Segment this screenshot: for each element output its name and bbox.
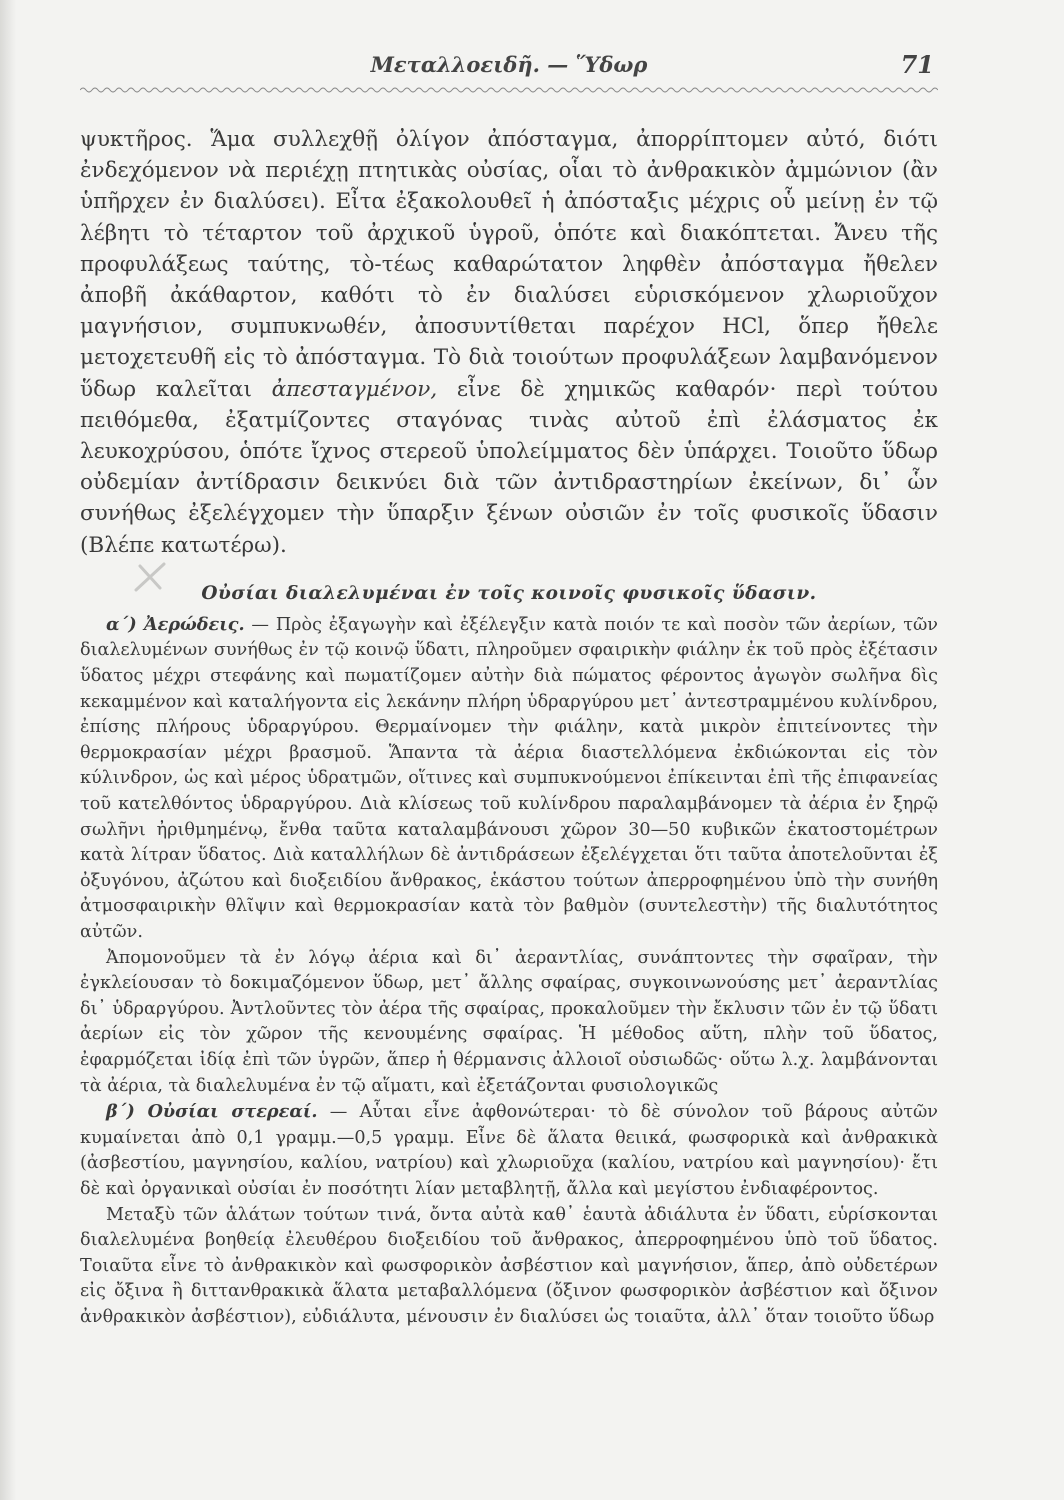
header-title: Μεταλλοειδῆ. — Ὕδωρ — [370, 52, 648, 77]
section-a-text: — Πρὸς ἐξαγωγὴν καὶ ἐξέλεγξιν κατὰ ποιόν τε καὶ ποσὸν τῶν ἀερίων, τῶν διαλελυμένων συνήθως ἐν τῷ κοινῷ ὕδατι, πληροῦμεν σφαιρικὴν φιάλην ἐκ τοῦ πρὸς ἐξέτασιν ὕδατος μέχρι στεφάνης καὶ πωματίζομεν αὐτὴν διὰ πώματος φέροντος ἀγωγὸν σωλῆνα δὶς κεκαμμένον καὶ καταλήγοντα εἰς λεκάνην πλήρη ὑδραργύρου μετ᾽ ἀντεστραμμένου κυλίνδρου, ἐπίσης πλήρους ὑδραργύρου. Θερμαίνομεν τὴν φιάλην, κατὰ μικρὸν ἐπιτείνοντες τὴν θερμοκρασίαν μέχρι βρασμοῦ. Ἅπαντα τὰ ἀέρια διαστελλόμενα ἐκδιώκονται εἰς τὸν κύλινδρον, ὡς καὶ μέρος ὑδρατμῶν, οἵτινες καὶ συμπυκνούμενοι ἐπίκεινται ἐπὶ τῆς ἐπιφανείας τοῦ κατελθόντος ὑδραργύρου. Διὰ κλίσεως τοῦ κυλίνδρου παραλαμβάνομεν τὰ ἀέρια ἐν ξηρῷ σωλῆνι ἠριθμημένῳ, ἔνθα ταῦτα καταλαμβάνουσι χῶρον 30—50 κυβικῶν ἑκατοστομέτρων κατὰ λίτραν ὕδατος. Διὰ καταλλήλων δὲ ἀντιδράσεων ἐξελέγχεται ὅτι ταῦτα ἀποτελοῦνται ἐξ ὀξυγόνου, ἀζώτου καὶ διοξειδίου ἄνθρακος, ἑκάστου τούτων ἀπερροφημένου ὑπὸ τὴν συνήθη ἀτμοσφαιρικὴν θλῖψιν καὶ θερμοκρασίαν κατὰ τὸν βαθμὸν (συντελεστὴν) τῆς διαλυτότητος αὐτῶν. — [80, 614, 938, 942]
term-distilled: ἀπεσταγμένον, — [271, 376, 438, 402]
section-b-text: — Αὗται εἶνε ἀφθονώτεραι· τὸ δὲ σύνολον τοῦ βάρους αὐτῶν κυμαίνεται ἀπὸ 0,1 γραμμ.—0,5 γραμμ. Εἶνε δὲ ἅλατα θειικά, φωσφορικὰ καὶ ἀνθρακικὰ (ἀσβεστίου, μαγνησίου, καλίου, νατρίου) καὶ χλωριοῦχα (καλίου, νατρίου καὶ μαγνησίου)· ἔτι δὲ καὶ ὀργανικαὶ οὐσίαι ἐν ποσότητι λίαν μεταβλητῇ, ἄλλα καὶ μεγίστου ἐνδιαφέροντος. — [80, 1102, 938, 1199]
header-wavy-rule — [80, 86, 938, 94]
paragraph-gaseous — [80, 612, 938, 946]
page-spine-shadow — [0, 0, 16, 1500]
section-a-lead: α΄) Ἀερώδεις. — [106, 613, 245, 635]
paragraph-salts: Μεταξὺ τῶν ἁλάτων τούτων τινά, ὄντα αὐτὰ καθ᾽ ἑαυτὰ ἀδιάλυτα ἐν ὕδατι, εὑρίσκονται διαλελυμένα βοηθείᾳ ἐλευθέρου διοξειδίου τοῦ ἄνθρακος, ἀπερροφημένου ὑπὸ τοῦ ὕδατος. Τοιαῦτα εἶνε τὸ ἀνθρακικὸν καὶ φωσφορικὸν ἀσβέστιον καὶ μαγνήσιον, ἅπερ, ἀπὸ οὐδετέρων εἰς ὄξινα ἢ διττανθρακικὰ ἅλατα μεταβαλλόμενα (ὄξινον φωσφορικὸν ἀσβέστιον καὶ ὄξινον ἀνθρακικὸν ἀσβέστιον), εὐδιάλυτα, μένουσιν ἐν διαλύσει ὡς τοιαῦτα, ἀλλ᾽ ὅταν τοιοῦτο ὕδωρ — [80, 1204, 938, 1327]
paragraph-distillation — [80, 124, 938, 561]
paragraph-1-rest: εἶνε δὲ χημικῶς καθαρόν· περὶ τούτου πειθόμεθα, ἐξατμίζοντες σταγόνας τινὰς αὐτοῦ ἐπὶ ἐλάσματος ἐκ λευκοχρύσου, ὁπότε ἴχνος στερεοῦ ὑπολείμματος δὲν ὑπάρχει. Τοιοῦτο ὕδωρ οὐδεμίαν ἀντίδρασιν δεικνύει διὰ τῶν ἀντιδραστηρίων ἐκείνων, δι᾽ ὧν συνήθως ἐξελέγχομεν τὴν ὕπαρξιν ξένων οὐσιῶν ἐν τοῖς φυσικοῖς ὕδασιν (Βλέπε κατωτέρω). — [80, 376, 938, 558]
section-b-lead: β΄) Οὐσίαι στερεαί. — [106, 1101, 318, 1123]
page-number: 71 — [900, 50, 934, 79]
paragraph-solids — [80, 1099, 938, 1202]
paragraph-1-text: ψυκτῆρος. Ἅμα συλλεχθῇ ὀλίγον ἀπόσταγμα, ἀπορρίπτομεν αὐτό, διότι ἐνδεχόμενον νὰ περιέχῃ πτητικὰς οὐσίας, οἷαι τὸ ἀνθρακικὸν ἀμμώνιον (ἂν ὑπῆρχεν ἐν διαλύσει). Εἶτα ἐξακολουθεῖ ἡ ἀπόσταξις μέχρις οὗ μείνῃ ἐν τῷ λέβητι τὸ τέταρτον τοῦ ἀρχικοῦ ὑγροῦ, ὁπότε καὶ διακόπτεται. Ἄνευ τῆς προφυλάξεως ταύτης, τὸ-τέως καθαρώτατον ληφθὲν ἀπόσταγμα ἤθελεν ἀποβῆ ἀκάθαρτον, καθότι τὸ ἐν διαλύσει εὑρισκόμενον χλωριοῦχον μαγνήσιον, συμπυκνωθέν, ἀποσυντίθεται παρέχον HCl, ὅπερ ἤθελε μετοχετευθῆ εἰς τὸ ἀπόσταγμα. Τὸ διὰ τοιούτων προφυλάξεων λαμβανόμενον ὕδωρ καλεῖται — [80, 127, 938, 402]
section-heading: Οὐσίαι διαλελυμέναι ἐν τοῖς κοινοῖς φυσικοῖς ὕδασιν. — [201, 582, 817, 604]
paragraph-isolation: Ἀπομονοῦμεν τὰ ἐν λόγῳ ἀέρια καὶ δι᾽ ἀεραντλίας, συνάπτοντες τὴν σφαῖραν, τὴν ἐγκλείουσαν τὸ δοκιμαζόμενον ὕδωρ, μετ᾽ ἄλλης σφαίρας, συγκοινωνούσης μετ᾽ ἀεραντλίας δι᾽ ὑδραργύρου. Ἀντλοῦντες τὸν ἀέρα τῆς σφαίρας, προκαλοῦμεν τὴν ἔκλυσιν τῶν ἐν τῷ ὕδατι ἀερίων εἰς τὸν χῶρον τῆς κενουμένης σφαίρας. Ἡ μέθοδος αὕτη, πλὴν τοῦ ὕδατος, ἐφαρμόζεται ἰδίᾳ ἐπὶ τῶν ὑγρῶν, ἅπερ ἡ θέρμανσις ἀλλοιοῖ οὐσιωδῶς· οὕτω λ.χ. λαμβάνονται τὰ ἀέρια, τὰ διαλελυμένα ἐν τῷ αἵματι, καὶ ἐξετάζονται φυσιολογικῶς — [80, 947, 938, 1096]
body-text — [80, 124, 938, 1330]
running-header — [80, 48, 938, 88]
